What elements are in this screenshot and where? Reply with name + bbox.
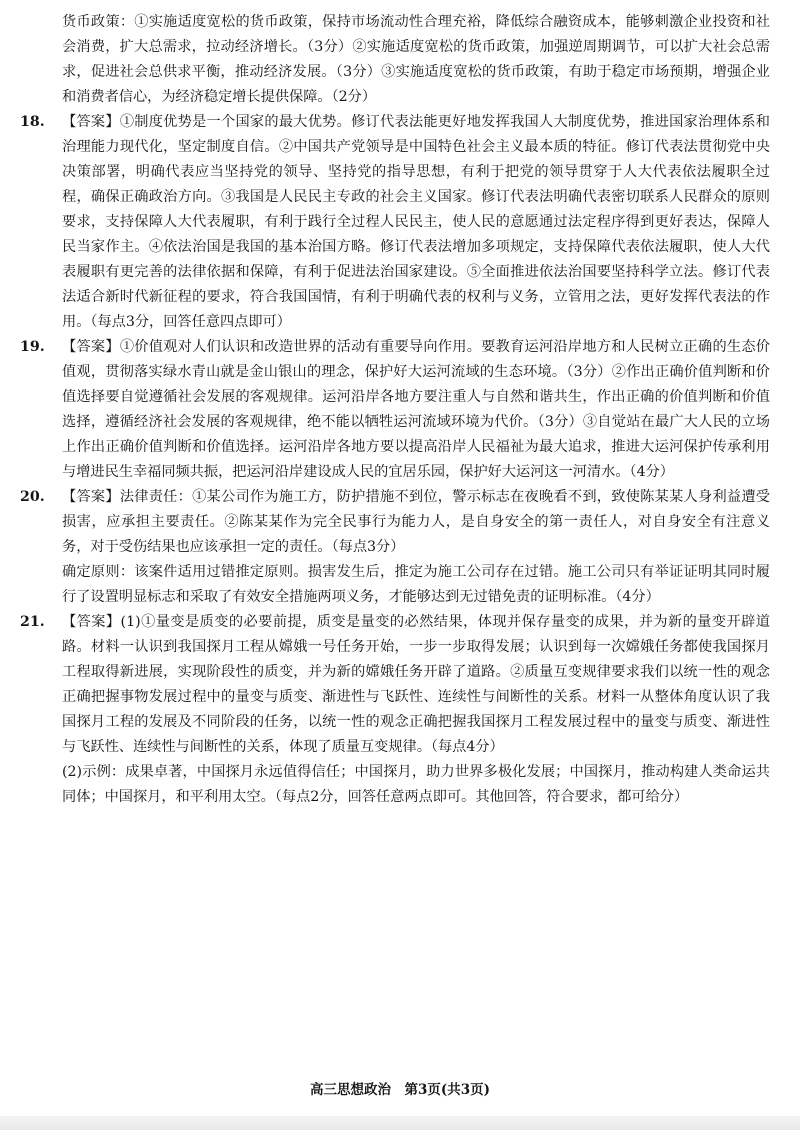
question-number: 20. [20, 489, 45, 505]
page-footer: 高三思想政治 第3页(共3页) [309, 1082, 491, 1098]
answer-text: 【答案】①价值观对人们认识和改造世界的活动有重要导向作用。要教育运河沿岸地方和人民树立正确的生态价值观，贯彻落实绿水青山就是金山银山的理念，保护好大运河流域的生态环境。（3分）②作出正确价值判断和价值选择要自觉遵循社会发展的客观规律。运河沿岸各地方要注重人与自然和谐共生，作出正确的价值判断和价值选择，遵循经济社会发展的客观规律，绝不能以牺牲运河流域环境为代价。（3分）③自觉站在最广大人民的立场上作出正确价值判断和价值选择。运河沿岸各地方要以提高沿岸人民福祉为最大追求，推进大运河保护传承利用与增进民生幸福同频共振，把运河沿岸建设成人民的宜居乐园，保护好大运河这一河清水。（4分） [62, 339, 770, 480]
monetary-policy-answer: 货币政策：①实施适度宽松的货币政策，保持市场流动性合理充裕，降低综合融资成本，能够刺激企业投资和社会消费，扩大总需求，拉动经济增长。（3分）②实施适度宽松的货币政策，加强逆周期调节，可以扩大社会总需求，促进社会总供求平衡，推动经济发展。（3分）③实施适度宽松的货币政策，有助于稳定市场预期，增强企业和消费者信心，为经济稳定增长提供保障。（2分） [62, 14, 770, 105]
question-18 [20, 110, 770, 335]
question-number: 21. [20, 614, 45, 630]
answer-extra: 确定原则：该案件适用过错推定原则。损害发生后，推定为施工公司存在过错。施工公司只有举证证明其同时履行了设置明显标志和采取了有效安全措施两项义务，才能够达到无过错免责的证明标准。（4分） [62, 564, 770, 605]
answer-extra: (2)示例：成果卓著，中国探月永远值得信任；中国探月，助力世界多极化发展；中国探月，推动构建人类命运共同体；中国探月，和平利用太空。（每点2分，回答任意两点即可。其他回答，符合要求，都可给分） [62, 764, 770, 805]
answer-text: 【答案】①制度优势是一个国家的最大优势。修订代表法能更好地发挥我国人大制度优势，推进国家治理体系和治理能力现代化，坚定制度自信。②中国共产党领导是中国特色社会主义最本质的特征。修订代表法贯彻党中央决策部署，明确代表应当坚持党的领导、坚持党的指导思想，有利于把党的领导贯穿于人大代表依法履职全过程，确保正确政治方向。③我国是人民民主专政的社会主义国家。修订代表法明确代表密切联系人民群众的原则要求，支持保障人大代表履职，有利于践行全过程人民民主，使人民的意愿通过法定程序得到更好表达，保障人民当家作主。④依法治国是我国的基本治国方略。修订代表法增加多项规定，支持保障代表依法履职，使人大代表履职有更完善的法律依据和保障，有利于促进法治国家建设。⑤全面推进依法治国要坚持科学立法。修订代表法适合新时代新征程的要求，符合我国国情，有利于明确代表的权利与义务，立管用之法，更好发挥代表法的作用。（每点3分，回答任意四点即可） [62, 114, 770, 330]
question-number: 18. [20, 114, 45, 130]
scan-edge [0, 1116, 800, 1130]
intro-block [62, 10, 770, 110]
answer-text: 【答案】(1)①量变是质变的必要前提，质变是量变的必然结果，体现并保存量变的成果，并为新的量变开辟道路。材料一认识到我国探月工程从嫦娥一号任务开始，一步一步取得发展；认识到每一次嫦娥任务都使我国探月工程取得新进展，实现阶段性的质变，并为新的嫦娥任务开辟了道路。②质量互变规律要求我们以统一性的观念正确把握事物发展过程中的量变与质变、渐进性与飞跃性、连续性与间断性的关系。材料一从整体角度认识了我国探月工程的发展及不同阶段的任务，以统一性的观念正确把握我国探月工程发展过程中的量变与质变、渐进性与飞跃性、连续性与间断性的关系，体现了质量互变规律。（每点4分） [62, 614, 770, 755]
answer-text: 【答案】法律责任：①某公司作为施工方，防护措施不到位，警示标志在夜晚看不到，致使陈某某人身利益遭受损害，应承担主要责任。②陈某某作为完全民事行为能力人，是自身安全的第一责任人，对自身安全有注意义务，对于受伤结果也应该承担一定的责任。（每点3分） [62, 489, 770, 555]
question-19 [20, 335, 770, 485]
question-number: 19. [20, 339, 45, 355]
question-20 [20, 485, 770, 610]
question-21 [20, 610, 770, 810]
